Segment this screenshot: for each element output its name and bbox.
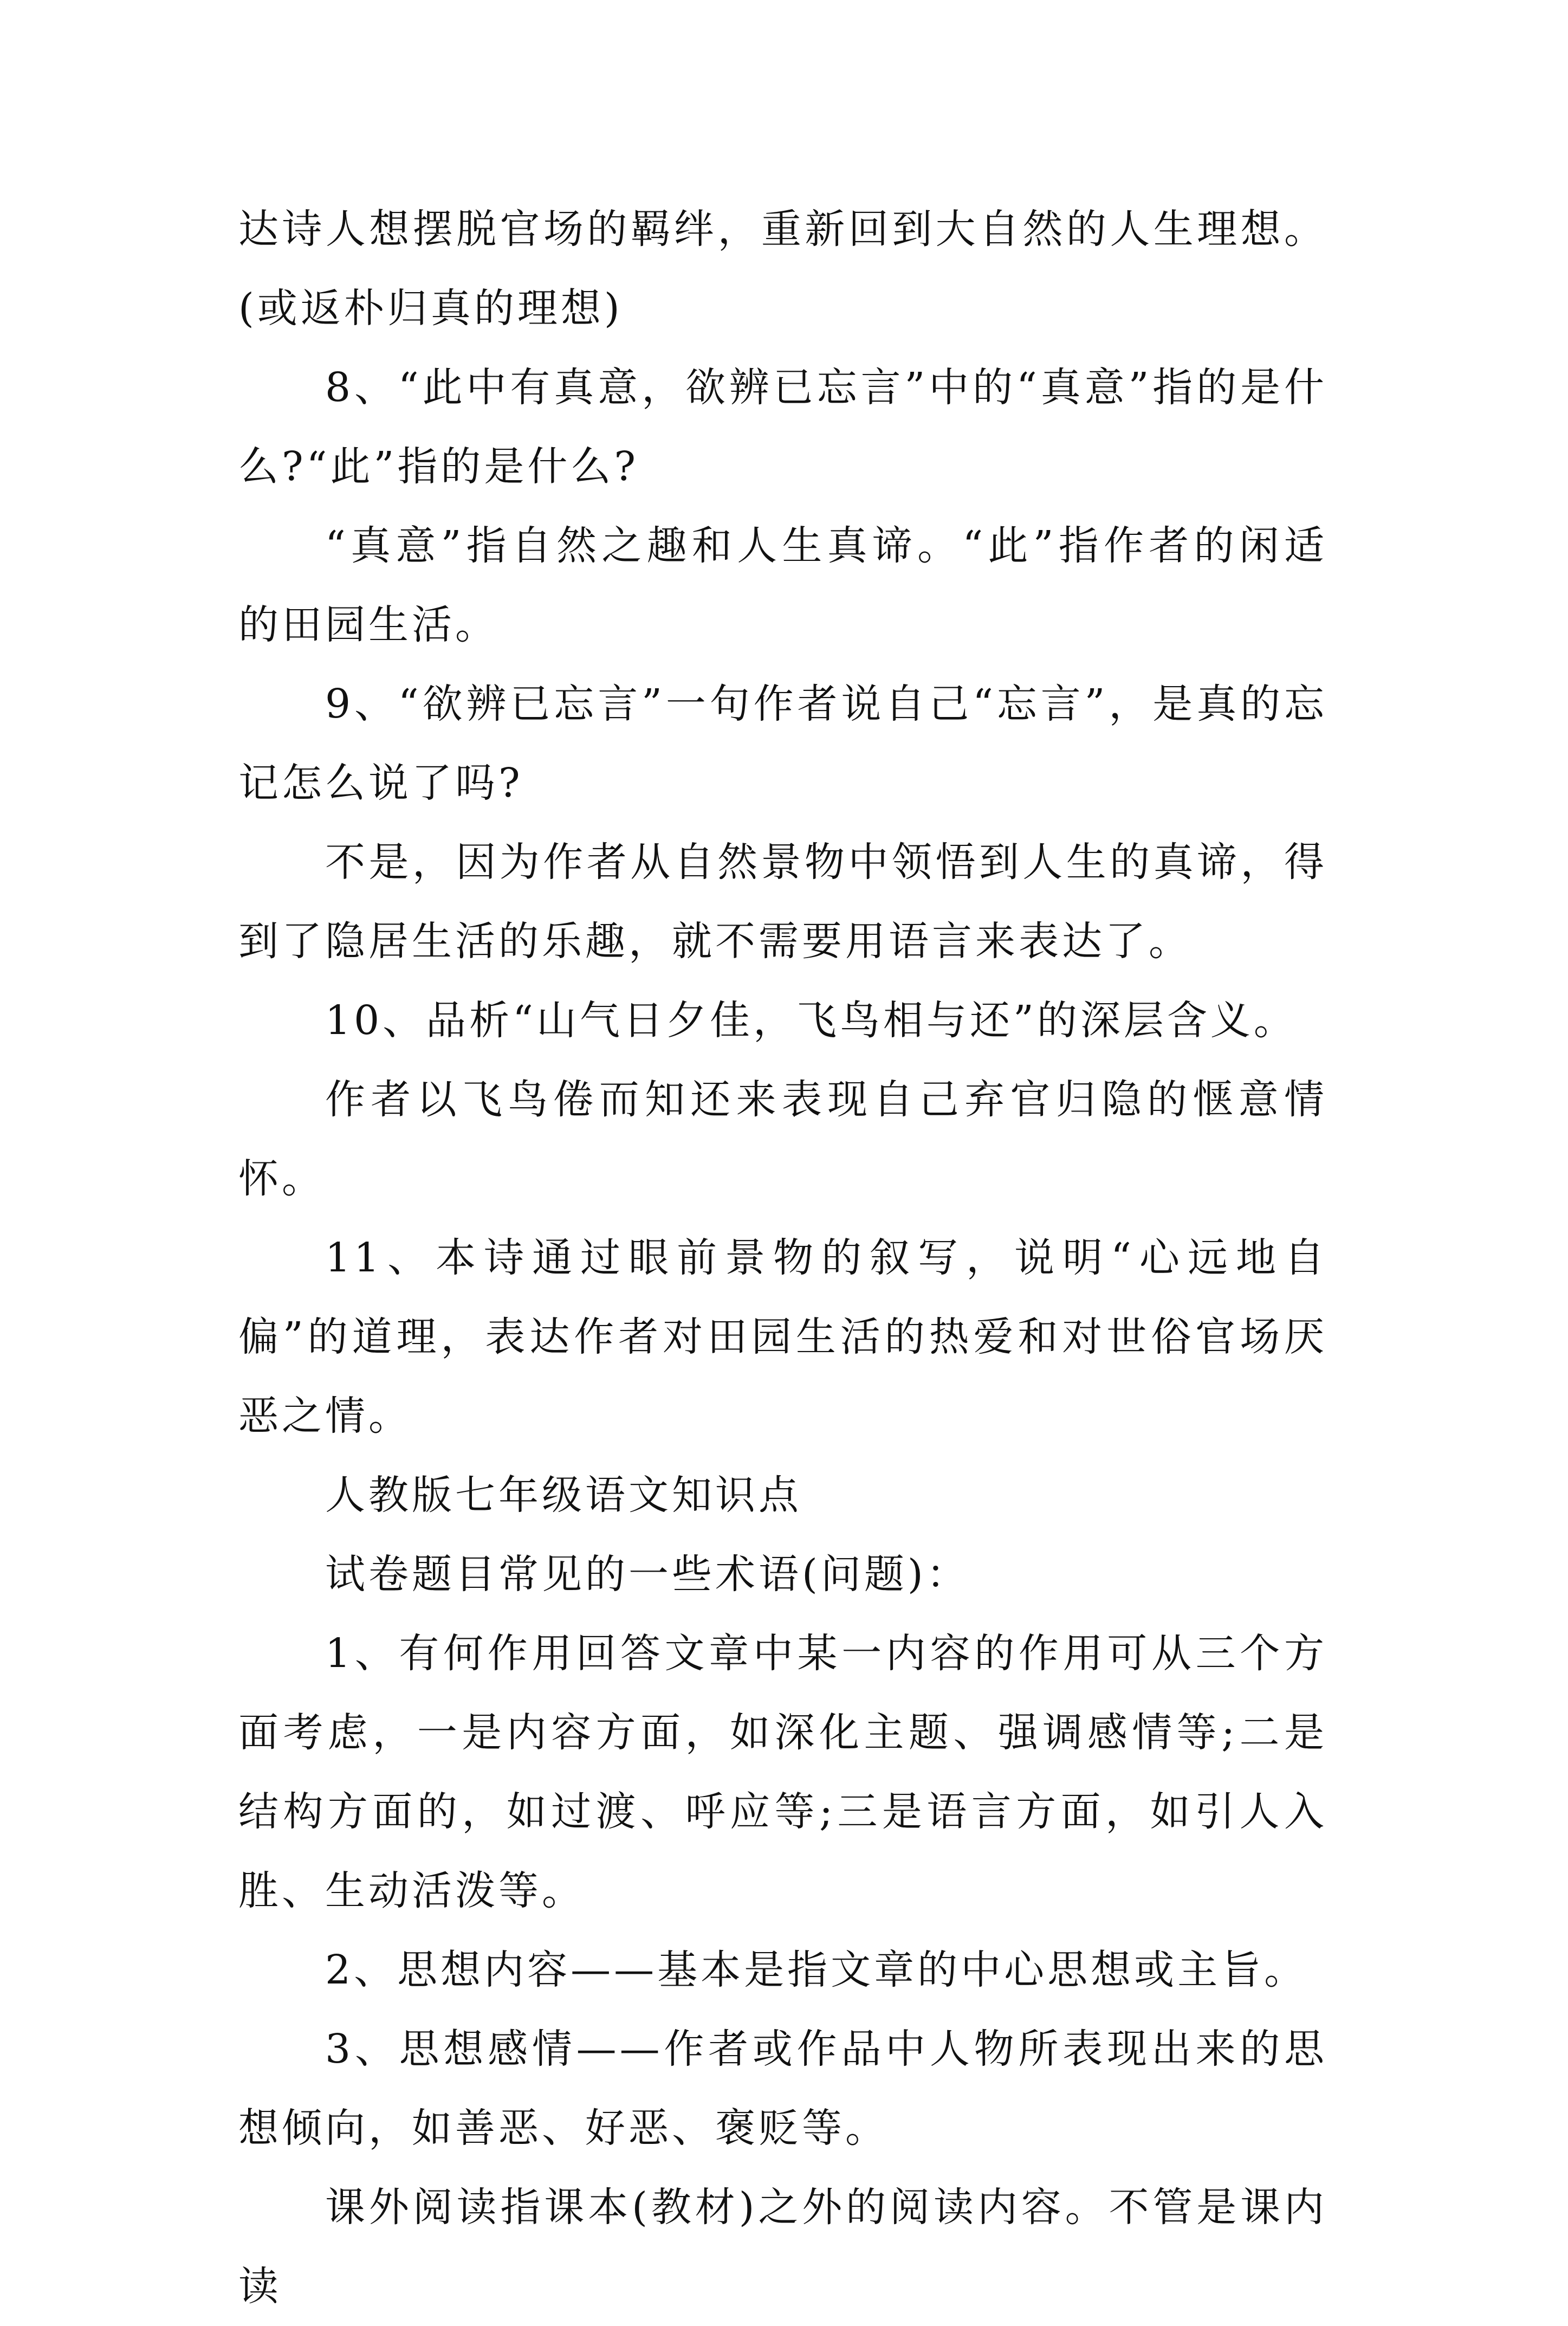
question-10: 10、品析“山气日夕佳，飞鸟相与还”的深层含义。: [325, 997, 1297, 1044]
answer-8: “真意”指自然之趣和人生真谛。“此”指作者的闲适的田园生活。: [238, 522, 1327, 648]
term-2: 2、思想内容——基本是指文章的中心思想或主旨。: [325, 1947, 1308, 1993]
question-9: 9、“欲辨已忘言”一句作者说自己“忘言”，是真的忘记怎么说了吗?: [238, 681, 1327, 806]
point-11: 11、本诗通过眼前景物的叙写，说明“心远地自偏”的道理，表达作者对田园生活的热爱和对世俗官场厌恶之情。: [238, 1235, 1327, 1439]
term-1: 1、有何作用回答文章中某一内容的作用可从三个方面考虑，一是内容方面，如深化主题、强调感情等;二是结构方面的，如过渡、呼应等;三是语言方面，如引人入胜、生动活泼等。: [238, 1630, 1327, 1914]
section-heading: 人教版七年级语文知识点: [325, 1472, 802, 1519]
document-body: [238, 190, 1327, 2326]
question-8: 8、“此中有真意，欲辨已忘言”中的“真意”指的是什么?“此”指的是什么?: [238, 364, 1327, 490]
paragraph-extracurricular: 课外阅读指课本(教材)之外的阅读内容。不管是课内读: [238, 2184, 1327, 2310]
term-3: 3、思想感情——作者或作品中人物所表现出来的思想倾向，如善恶、好恶、褒贬等。: [238, 2026, 1327, 2151]
subheading-terms: 试卷题目常见的一些术语(问题)：: [325, 1551, 970, 1598]
answer-10: 作者以飞鸟倦而知还来表现自己弃官归隐的惬意情怀。: [238, 1076, 1327, 1202]
paragraph-1: 达诗人想摆脱官场的羁绊，重新回到大自然的人生理想。(或返朴归真的理想): [238, 206, 1327, 332]
answer-9: 不是，因为作者从自然景物中领悟到人生的真谛，得到了隐居生活的乐趣，就不需要用语言来表达了。: [238, 839, 1327, 965]
